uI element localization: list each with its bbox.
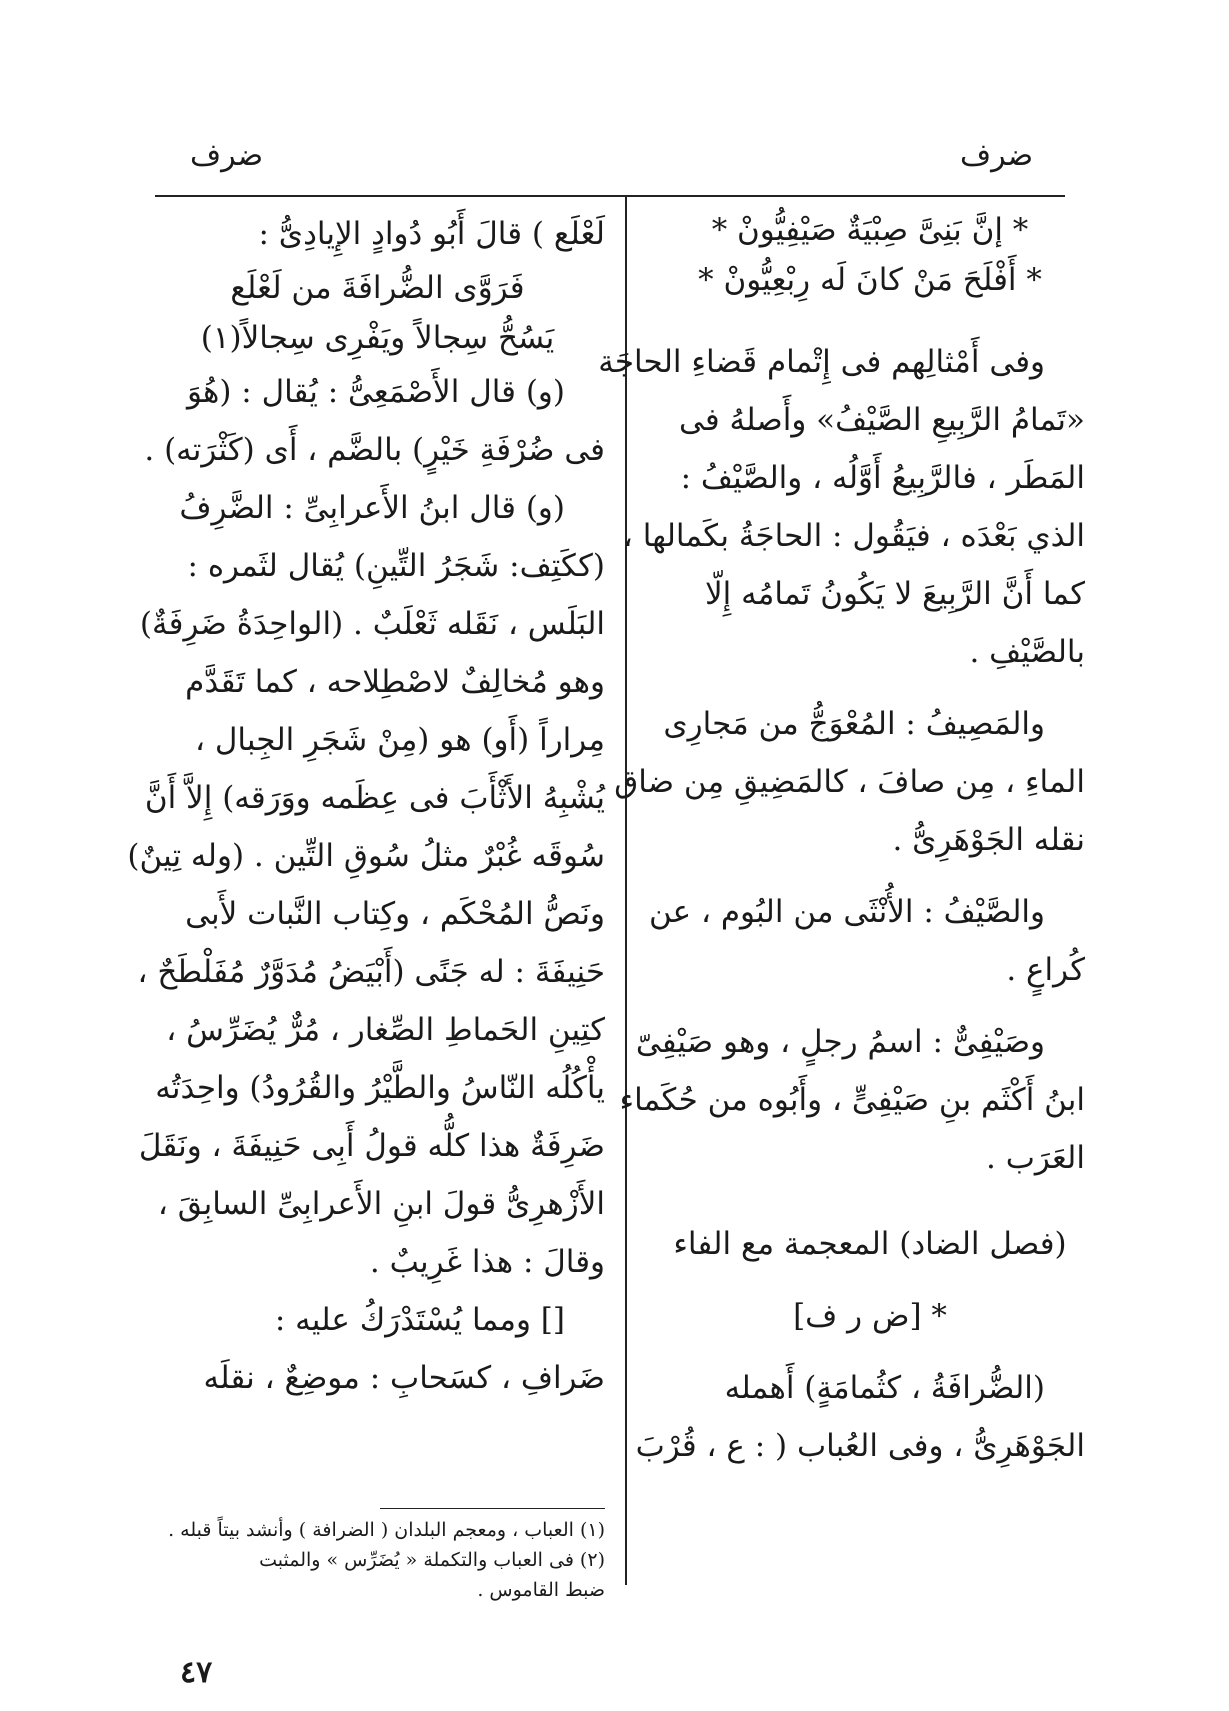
text-line: مِراراً (أَو) هو (مِنْ شَجَرِ الجِبال ، [195,722,605,758]
column-divider [625,195,627,1585]
footnote: ضبط القاموس . [477,1579,605,1601]
text-line: العَرَب . [985,1140,1085,1176]
section-heading: (فصل الضاد) المعجمة مع الفاء [673,1226,1067,1262]
text-line: حَنِيفَةَ : له جَنًى (أَبْيَضُ مُدَوَّرٌ مُفَلْطَحٌ ، [137,954,605,990]
text-line: المَطَر ، فالرَّبِيعُ أَوَّلُه ، والصَّيْفُ : [680,460,1085,496]
text-line: الذي بَعْدَه ، فيَقُول : الحاجَةُ بكَمالها ، [622,518,1085,554]
text-line: يأْكُلُه النّاسُ والطَّيْرُ والقُرُودُ) واحِدَتُه [155,1070,605,1106]
text-line: وقالَ : هذا غَرِيبٌ . [369,1244,605,1280]
running-header-left: ضرف [190,138,264,173]
text-line: (و) قال ابنُ الأَعرابِىِّ : الضَّرِفُ [179,490,565,526]
text-line: ضَرِفَةٌ هذا كلُّه قولُ أَبِى حَنِيفَةَ ، ونَقَلَ [138,1128,605,1164]
verse-line: فَرَوَّى الضُّرافَةَ من لَعْلَع [230,270,525,306]
text-line: البَلَس ، نَقَله ثَعْلَبٌ . (الواحِدَةُ ضَرِفَةٌ) [139,606,605,642]
page-number: ٤٧ [180,1655,213,1690]
text-line: وصَيْفِىٌّ : اسمُ رجلٍ ، وهو صَيْفِىّ [635,1024,1045,1060]
text-line: «تَمامُ الرَّبِيعِ الصَّيْفُ» وأَصلهُ فى [678,402,1085,438]
text-line: ضَرافِ ، كسَحابِ : موضِعٌ ، نقلَه [203,1360,605,1396]
verse-line: يَسُحُّ سِجالاً ويَفْرِى سِجالاً(١) [200,320,555,356]
running-header-right: ضرف [960,138,1034,173]
text-line: الجَوْهَرِىُّ ، وفى العُباب ( : ع ، قُرْبَ [635,1428,1085,1464]
text-line: وهو مُخالِفٌ لاصْطِلاحه ، كما تَقَدَّم [185,664,605,700]
text-line: كما أَنَّ الرَّبِيعَ لا يَكُونُ تَمامُه إِلّا [705,576,1085,612]
footnote: (٢) فى العباب والتكملة « يُضَرِّس » والمثبت [259,1549,605,1571]
text-line: كُراعٍ . [1006,952,1085,988]
footnotes [150,1515,605,1605]
text-line: ابنُ أَكْثَم بنِ صَيْفِىٍّ ، وأَبُوه من حُكَماء [619,1082,1085,1118]
text-line: سُوقَه غُبْرٌ مثلُ سُوقِ التِّين . (وله تِينٌ) [127,838,605,874]
verse-line: * أَفْلَحَ مَنْ كانَ لَه رِبْعِيُّونْ * [698,262,1042,298]
text-line: والصَّيْفُ : الأُنْثَى من البُوم ، عن [649,894,1045,930]
entry-heading: * [ض ر ف] [793,1298,947,1334]
text-line: (و) قال الأَصْمَعِىُّ : يُقال : (هُوَ [186,374,565,410]
verse-line: * إنَّ بَنِىَّ صِبْيَةٌ صَيْفِيُّونْ * [711,212,1029,248]
footnote-rule [380,1508,605,1509]
text-line: [] ومما يُسْتَدْرَكُ عليه : [274,1302,565,1338]
text-line: (الضُّرافَةُ ، كثُمامَةٍ) أَهمله [724,1370,1045,1406]
text-line: كتِينِ الحَماطِ الصِّغار ، مُرٌّ يُضَرِّسُ ، [166,1012,605,1048]
footnote: (١) العباب ، ومعجم البلدان ( الضرافة ) وأنشد بيتاً قبله . [168,1519,605,1541]
header-rule [155,195,1065,197]
text-line: ونَصُّ المُحْكَم ، وكِتاب النَّبات لأَبى [185,896,605,932]
text-line: لَعْلَع ) قالَ أَبُو دُوادٍ الإِيادِىُّ : [258,216,605,252]
right-column [598,205,1085,1475]
text-line: نقله الجَوْهَرِىُّ . [892,822,1085,858]
text-line: (ككَتِف: شَجَرُ التِّينِ) يُقال لثَمره : [187,548,605,584]
text-line: يُشْبِهُ الأَثْأَبَ فى عِظَمه ووَرَقه) إِلاَّ أَنَّ [144,780,605,816]
text-line: والمَصِيفُ : المُعْوَجُّ من مَجارِى [663,706,1045,742]
text-line: الأَزْهرِىُّ قولَ ابنِ الأَعرابِىِّ السابِقَ ، [157,1186,605,1222]
text-line: بالصَّيْفِ . [969,634,1085,670]
text-line: الماءِ ، مِن صافَ ، كالمَضِيقِ مِن ضاق [614,764,1085,800]
text-line: فى ضُرْفَةِ خَيْرٍ) بالضَّم ، أَى (كَثْرَته) . [144,432,605,468]
text-line: وفى أَمْثالِهم فى إِتْمام قَضاءِ الحاجَة [598,344,1045,380]
left-column [127,205,605,1407]
